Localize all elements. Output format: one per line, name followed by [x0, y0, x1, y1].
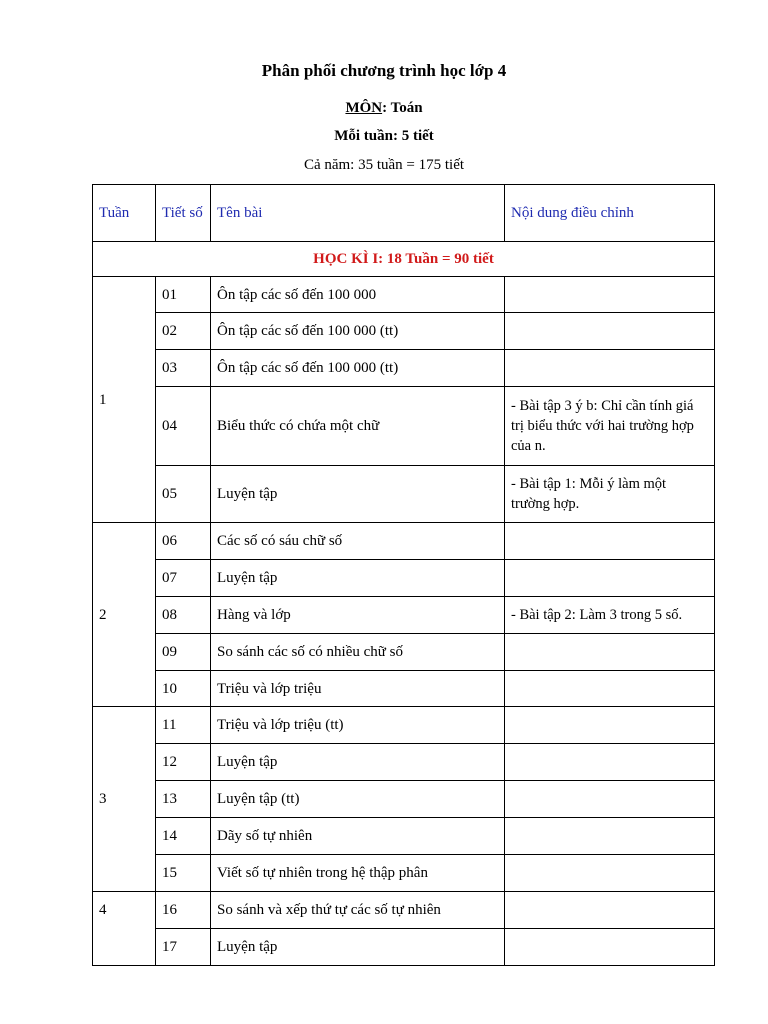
col-header-adjustment: Nội dung điều chỉnh	[505, 185, 715, 242]
lesson-name: Ôn tập các số đến 100 000 (tt)	[211, 313, 505, 350]
lesson-name: Biểu thức có chứa một chữ	[211, 387, 505, 466]
table-row	[93, 929, 715, 966]
period-number: 08	[156, 597, 211, 634]
period-number: 10	[156, 671, 211, 707]
lesson-name: Luyện tập	[211, 560, 505, 597]
table-row	[93, 818, 715, 855]
period-number: 07	[156, 560, 211, 597]
adjustment-note	[505, 350, 715, 387]
period-number: 09	[156, 634, 211, 671]
period-number: 03	[156, 350, 211, 387]
lesson-name: Dãy số tự nhiên	[211, 818, 505, 855]
table-row	[93, 350, 715, 387]
subject-name: : Toán	[382, 100, 423, 116]
subject-line	[0, 100, 768, 117]
table-row	[93, 466, 715, 523]
week-number: 3	[93, 707, 156, 892]
week-number: 2	[93, 523, 156, 707]
period-number: 11	[156, 707, 211, 744]
yearly-total: Cả năm: 35 tuần = 175 tiết	[303, 157, 465, 173]
table-row	[93, 781, 715, 818]
table-row	[93, 634, 715, 671]
lesson-name: Triệu và lớp triệu (tt)	[211, 707, 505, 744]
adjustment-note	[505, 634, 715, 671]
table-row	[93, 707, 715, 744]
semester-label: HỌC KÌ I: 18 Tuần = 90 tiết	[93, 242, 715, 277]
col-header-week: Tuần	[93, 185, 156, 242]
adjustment-note	[505, 855, 715, 892]
lesson-name: Ôn tập các số đến 100 000 (tt)	[211, 350, 505, 387]
periods-per-week: Mỗi tuần: 5 tiết	[334, 128, 434, 144]
subject-label: MÔN	[345, 100, 383, 116]
adjustment-note	[505, 707, 715, 744]
table-row	[93, 387, 715, 466]
adjustment-note	[505, 892, 715, 929]
lesson-name: Luyện tập	[211, 744, 505, 781]
document-title: Phân phối chương trình học lớp 4	[261, 61, 507, 80]
period-number: 01	[156, 277, 211, 313]
lesson-name: Các số có sáu chữ số	[211, 523, 505, 560]
col-header-lesson: Tên bài	[211, 185, 505, 242]
lesson-name: Luyện tập	[211, 466, 505, 523]
adjustment-note	[505, 560, 715, 597]
lesson-name: Hàng và lớp	[211, 597, 505, 634]
period-number: 14	[156, 818, 211, 855]
table-row	[93, 892, 715, 929]
period-number: 02	[156, 313, 211, 350]
adjustment-note: - Bài tập 3 ý b: Chỉ cần tính giá trị biểu thức với hai trường hợp của n.	[505, 387, 715, 466]
week-number: 4	[93, 892, 156, 966]
table-row	[93, 277, 715, 313]
adjustment-note	[505, 671, 715, 707]
lesson-name: Luyện tập (tt)	[211, 781, 505, 818]
period-number: 06	[156, 523, 211, 560]
period-number: 05	[156, 466, 211, 523]
col-header-period: Tiết số	[156, 185, 211, 242]
week-number: 1	[93, 277, 156, 523]
table-row	[93, 744, 715, 781]
adjustment-note: - Bài tập 2: Làm 3 trong 5 số.	[505, 597, 715, 634]
adjustment-note	[505, 313, 715, 350]
adjustment-note	[505, 277, 715, 313]
period-number: 13	[156, 781, 211, 818]
lesson-name: Luyện tập	[211, 929, 505, 966]
semester-row	[93, 242, 715, 277]
period-number: 04	[156, 387, 211, 466]
period-number: 17	[156, 929, 211, 966]
lesson-name: So sánh và xếp thứ tự các số tự nhiên	[211, 892, 505, 929]
period-number: 12	[156, 744, 211, 781]
curriculum-table	[92, 184, 715, 966]
lesson-name: Triệu và lớp triệu	[211, 671, 505, 707]
period-number: 15	[156, 855, 211, 892]
period-number: 16	[156, 892, 211, 929]
lesson-name: Ôn tập các số đến 100 000	[211, 277, 505, 313]
adjustment-note	[505, 818, 715, 855]
lesson-name: Viết số tự nhiên trong hệ thập phân	[211, 855, 505, 892]
adjustment-note: - Bài tập 1: Mỗi ý làm một trường hợp.	[505, 466, 715, 523]
adjustment-note	[505, 744, 715, 781]
lesson-name: So sánh các số có nhiều chữ số	[211, 634, 505, 671]
adjustment-note	[505, 929, 715, 966]
adjustment-note	[505, 523, 715, 560]
table-row	[93, 597, 715, 634]
table-row	[93, 313, 715, 350]
table-row	[93, 560, 715, 597]
table-row	[93, 671, 715, 707]
table-row	[93, 855, 715, 892]
table-header-row	[93, 185, 715, 242]
table-row	[93, 523, 715, 560]
adjustment-note	[505, 781, 715, 818]
